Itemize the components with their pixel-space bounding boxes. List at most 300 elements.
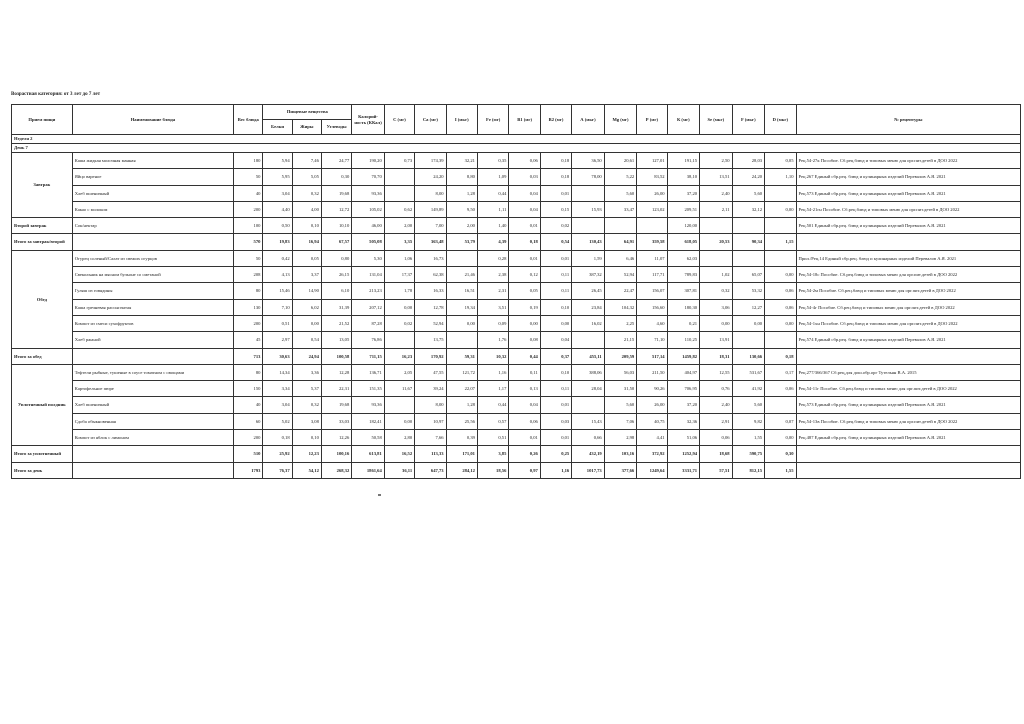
cell [765,250,796,266]
col-dish: Наименование блюда [72,105,233,135]
cell: 713 [234,348,263,364]
cell: 53,79 [446,234,477,250]
cell: 24,20 [415,169,446,185]
cell: 5,60 [732,185,765,201]
cell: 618,05 [667,234,700,250]
cell: 156,60 [637,299,667,315]
cell: 7,10 [263,299,292,315]
cell: 0,44 [477,397,508,413]
cell: 359,58 [637,234,667,250]
cell: 0,51 [263,315,292,331]
cell [572,332,605,348]
cell: 200 [234,315,263,331]
cell: 1017,73 [572,462,605,478]
cell: 19,83 [263,234,292,250]
cell: 0,02 [540,218,571,234]
cell: 0,02 [384,315,414,331]
cell: 15,46 [263,283,292,299]
cell: 180 [234,153,263,169]
col-weight: Вес блюда [234,105,263,135]
cell: 0,21 [667,315,700,331]
cell: 113,33 [415,446,446,462]
cell [446,250,477,266]
cell: 0,73 [384,153,414,169]
total-label: Итого за обед [12,348,73,364]
cell: 0,07 [765,413,796,429]
cell: 0,10 [540,364,571,380]
cell: 15,93 [572,201,605,217]
col-b2: В2 (мг) [540,105,571,135]
cell: 0,18 [509,234,540,250]
cell: 2,00 [446,218,477,234]
cell: 0,10 [292,430,321,446]
dish-name: Сдоба обыкновенная [72,413,233,429]
cell: 36,50 [572,153,605,169]
total-label: Итого за день [12,462,73,478]
cell [384,397,414,413]
dish-name: Свекольник на мясном бульоне со сметаной [72,267,233,283]
cell: 0,01 [509,218,540,234]
cell: 10,10 [321,218,351,234]
cell: 2,50 [700,153,733,169]
table-row [12,430,1021,446]
dish-name: Компот из смеси сухофруктов [72,315,233,331]
cell: 4,40 [263,201,292,217]
cell: 83,52 [637,169,667,185]
cell: 62,03 [667,250,700,266]
col-ca: Са (мг) [415,105,446,135]
cell: 1,76 [477,332,508,348]
cell: 13,75 [415,332,446,348]
cell: 54,12 [292,462,321,478]
cell: 13,05 [321,332,351,348]
cell: 93,36 [352,397,385,413]
cell: 40,75 [637,413,667,429]
cell: 1,40 [477,218,508,234]
cell [732,218,765,234]
table-row [12,283,1021,299]
cell: 2,40 [700,397,733,413]
cell: 7,46 [292,153,321,169]
cell: 0,44 [477,185,508,201]
cell: 268,32 [321,462,351,478]
cell: 372,92 [637,446,667,462]
cell: 87,28 [352,315,385,331]
cell: 387,32 [572,267,605,283]
table-row [12,332,1021,348]
cell: 28,04 [572,381,605,397]
cell: 0,05 [292,250,321,266]
cell: 706,95 [667,381,700,397]
cell: 12,78 [415,299,446,315]
cell: 103,16 [604,446,637,462]
cell: 4,13 [263,267,292,283]
recipe-ref: Рец.54-27к Пособие. Сб.рец.блюд и типовых меню для орг.пит.детей в ДОО 2022 [796,153,1021,169]
col-carbs: Углеводы [321,120,351,135]
cell: 5,30 [352,250,385,266]
dish-name: Какао с молоком [72,201,233,217]
cell: 3,36 [292,364,321,380]
cell: 0,03 [540,413,571,429]
cell: 0,00 [765,201,796,217]
col-fat: Жиры [292,120,321,135]
cell: 13,51 [700,169,733,185]
cell: 171,01 [446,446,477,462]
cell: 32,21 [446,153,477,169]
cell: 0,06 [765,283,796,299]
cell: 21,52 [321,315,351,331]
meal-label-second-breakfast: Второй завтрак [12,218,73,234]
cell: 812,15 [732,462,765,478]
table-row [12,201,1021,217]
day-row [12,144,1021,153]
cell: 2,40 [700,185,733,201]
cell: 8,00 [415,397,446,413]
cell: 789,83 [667,267,700,283]
cell: 64,91 [604,234,637,250]
cell: 21,15 [604,332,637,348]
cell: 0,00 [509,315,540,331]
cell: 2,00 [384,218,414,234]
table-row [12,218,1021,234]
cell-empty [796,234,1021,250]
cell: 517,14 [637,348,667,364]
cell: 0,00 [732,315,765,331]
total-row-day [12,462,1021,478]
cell: 50 [234,250,263,266]
cell: 432,19 [572,446,605,462]
cell: 190,20 [352,153,385,169]
dish-name: Огурец соленый/Салат из свежих огурцов [72,250,233,266]
total-label: Итого за уплотненный [12,446,73,462]
cell: 0,32 [700,283,733,299]
cell: 110,25 [667,332,700,348]
dish-name: Хлеб пшеничный [72,185,233,201]
cell: 20,53 [700,234,733,250]
cell: 38,10 [667,169,700,185]
cell: 12,55 [700,364,733,380]
cell: 130 [234,299,263,315]
dish-name: Яйцо вареное [72,169,233,185]
cell: 24,20 [732,169,765,185]
cell: 0,01 [540,185,571,201]
cell: 3,04 [263,397,292,413]
cell: 0,57 [477,413,508,429]
cell [72,446,233,462]
cell: 2,25 [604,315,637,331]
cell: 0,30 [765,446,796,462]
total-row-lunch [12,348,1021,364]
cell: 2,97 [263,332,292,348]
cell: 156,07 [637,283,667,299]
cell: 0,06 [509,413,540,429]
cell: 5,02 [263,413,292,429]
cell: 36,11 [384,462,414,478]
cell: 78,00 [572,169,605,185]
table-row [12,299,1021,315]
cell: 0,18 [540,169,571,185]
cell: 90,34 [732,234,765,250]
cell: 4,00 [292,201,321,217]
col-se: Se (мкг) [700,105,733,135]
cell: 120,00 [667,218,700,234]
dish-name: Хлеб пшеничный [72,397,233,413]
cell: 24,77 [321,153,351,169]
cell: 16,51 [446,283,477,299]
table-row [12,267,1021,283]
col-energy: Калорий-ность (ККал) [352,105,385,135]
cell: 4,60 [637,315,667,331]
recipe-ref: Рец.573 Единый сбр.рец. блюд и кулинарных изделий Перевалов А.Я. 2021 [796,185,1021,201]
col-f: F (мкг) [732,105,765,135]
cell: 123,02 [637,201,667,217]
cell: 1459,82 [667,348,700,364]
cell: 510 [234,446,263,462]
cell: 0,13 [509,381,540,397]
cell [604,218,637,234]
cell: 16,94 [292,234,321,250]
cell [732,332,765,348]
cell: 613,81 [352,446,385,462]
cell: 121,72 [446,364,477,380]
cell: 23,84 [572,299,605,315]
cell: 388,06 [572,364,605,380]
dish-name: Компот из яблок с лимоном [72,430,233,446]
cell: 7,00 [415,218,446,234]
cell: 76,86 [352,332,385,348]
cell [765,332,796,348]
col-k: К (мг) [667,105,700,135]
total-row-snack [12,446,1021,462]
cell [765,397,796,413]
cell: 21,46 [446,267,477,283]
cell: 65,07 [732,267,765,283]
cell: 0,30 [321,169,351,185]
day-label: День 7 [12,144,1021,153]
cell: 57,51 [700,462,733,478]
cell: 0,00 [384,413,414,429]
cell: 5,60 [732,397,765,413]
cell: 3,08 [292,413,321,429]
cell: 100,16 [321,446,351,462]
cell: 455,11 [572,348,605,364]
cell: 207,12 [352,299,385,315]
cell: 5,37 [292,381,321,397]
cell: 100,58 [321,348,351,364]
cell: 25,56 [446,413,477,429]
cell: 1861,64 [352,462,385,478]
cell: 17,37 [384,267,414,283]
cell: 0,32 [292,185,321,201]
cell: 62,38 [415,267,446,283]
cell: 3,06 [700,299,733,315]
table-row [12,381,1021,397]
meal-label-breakfast: Завтрак [12,153,73,218]
cell: 2,31 [477,283,508,299]
cell: 1,55 [732,430,765,446]
cell: 3,04 [263,185,292,201]
cell: 1252,94 [667,446,700,462]
recipe-ref: Рец.501 Единый сбр.рец. блюд и кулинарных изделий Перевалов А.Я. 2021 [796,218,1021,234]
cell: 10,97 [415,413,446,429]
cell: 8,00 [415,185,446,201]
recipe-ref: Рец.54-18с Пособие. Сб.рец.блюд и типовых меню для орг.пит.детей в ДОО 2022 [796,267,1021,283]
cell: 363,48 [415,234,446,250]
cell: 4,39 [477,234,508,250]
cell: 404,97 [667,364,700,380]
cell: 90,26 [637,381,667,397]
cell: 70,70 [352,169,385,185]
cell: 0,01 [540,250,571,266]
cell: 37,20 [667,185,700,201]
cell: 0,10 [540,299,571,315]
cell: 0,05 [765,153,796,169]
cell: 32,36 [667,413,700,429]
recipe-ref: Рец.267 Единый сбр.рец. блюд и кулинарных изделий Перевалов А.Я. 2021 [796,169,1021,185]
cell: 1,06 [384,250,414,266]
cell: 0,19 [509,299,540,315]
cell: 28,03 [732,153,765,169]
cell: 22,31 [321,381,351,397]
cell: 12,23 [292,446,321,462]
cell: 5,22 [604,169,637,185]
week-label: Неделя 2 [12,135,1021,144]
cell: 0,06 [700,430,733,446]
cell: 47,55 [415,364,446,380]
cell: 2,38 [477,267,508,283]
cell: 0,00 [446,315,477,331]
cell: 0,04 [509,185,540,201]
cell: 1,02 [700,267,733,283]
recipe-ref: Рец.54-13в Пособие. Сб.рец.блюд и типовых меню для орг.пит.детей в ДОО 2022 [796,413,1021,429]
cell: 100 [234,218,263,234]
cell: 377,66 [604,462,637,478]
cell: 0,09 [477,315,508,331]
cell: 209,51 [667,201,700,217]
meal-label-lunch: Обед [12,250,73,348]
cell: 12,28 [321,364,351,380]
cell: 10,32 [477,348,508,364]
cell: 0,12 [509,267,540,283]
recipe-ref: Рец.487 Единый сбр.рец. блюд и кулинарных изделий Перевалов А.Я. 2021 [796,430,1021,446]
cell: 40 [234,185,263,201]
cell [765,185,796,201]
col-i: I (мкг) [446,105,477,135]
cell: 19,68 [321,185,351,201]
cell [765,218,796,234]
cell: 711,15 [352,348,385,364]
cell: 0,01 [540,430,571,446]
cell: 590,75 [732,446,765,462]
table-row [12,413,1021,429]
cell: 570 [234,234,263,250]
cell [72,348,233,364]
cell: 9,50 [446,201,477,217]
cell-empty [796,446,1021,462]
recipe-ref: Рец.54-11г Пособие. Сб.рец.блюд и типовых меню для орг.пит.детей в ДОО 2022 [796,381,1021,397]
cell: 16,73 [415,250,446,266]
cell: 13,91 [700,332,733,348]
cell: 0,18 [263,430,292,446]
cell: 51,06 [667,430,700,446]
cell: 0,11 [540,381,571,397]
dish-name: Гуляш из говядины [72,283,233,299]
cell: 80 [234,364,263,380]
cell: 7,66 [415,430,446,446]
cell: 32,12 [732,201,765,217]
cell: 1,28 [446,185,477,201]
col-mg: Mg (мг) [604,105,637,135]
cell: 1,16 [540,462,571,478]
cell: 127,01 [637,153,667,169]
cell: 1,28 [446,397,477,413]
col-nutrients: Пищевые вещества [263,105,352,120]
cell: 0,04 [509,201,540,217]
col-recipe: № рецептуры [796,105,1021,135]
cell: 150 [234,381,263,397]
cell: 0,05 [509,283,540,299]
cell: 5,60 [604,185,637,201]
cell: 16,23 [384,348,414,364]
cell: 200 [234,430,263,446]
col-d: D (мкг) [765,105,796,135]
cell: 33,03 [321,413,351,429]
cell: 6,46 [604,250,637,266]
cell: 0,04 [540,332,571,348]
cell: 3331,71 [667,462,700,478]
cell: 0,66 [572,430,605,446]
cell: 505,08 [352,234,385,250]
cell: 11,07 [637,250,667,266]
dish-name: Каша гречневая рассыпчатая [72,299,233,315]
cell: 213,23 [352,283,385,299]
col-b1: В1 (мг) [509,105,540,135]
cell: 19,68 [321,397,351,413]
cell: 4,41 [637,430,667,446]
cell: 0,15 [540,201,571,217]
cell: 0,18 [540,153,571,169]
cell: 0,11 [509,364,540,380]
cell [700,250,733,266]
cell: 31,39 [321,299,351,315]
table-row [12,169,1021,185]
cell: 3,37 [292,267,321,283]
table-row [12,153,1021,169]
cell: 46,00 [352,218,385,234]
col-fe: Fe (мг) [477,105,508,135]
cell [384,185,414,201]
cell: 174,39 [415,153,446,169]
header-row-1 [12,105,1021,120]
cell: 37,20 [667,397,700,413]
cell: 0,97 [509,462,540,478]
cell: 40 [234,397,263,413]
cell: 0,76 [700,381,733,397]
cell [72,462,233,478]
cell: 0,26 [509,446,540,462]
cell: 20,61 [604,153,637,169]
cell: 136,71 [352,364,385,380]
cell [700,218,733,234]
cell: 0,04 [509,397,540,413]
cell: 31,50 [604,381,637,397]
cell: 0,54 [292,332,321,348]
total-label: Итого за завтрак/второй [12,234,73,250]
cell: 11,67 [384,381,414,397]
cell: 0,62 [384,201,414,217]
recipe-ref: Рец.54-1хн Пособие. Сб.рец.блюд и типовых меню для орг.пит.детей в ДОО 2022 [796,315,1021,331]
cell: 0,17 [765,364,796,380]
